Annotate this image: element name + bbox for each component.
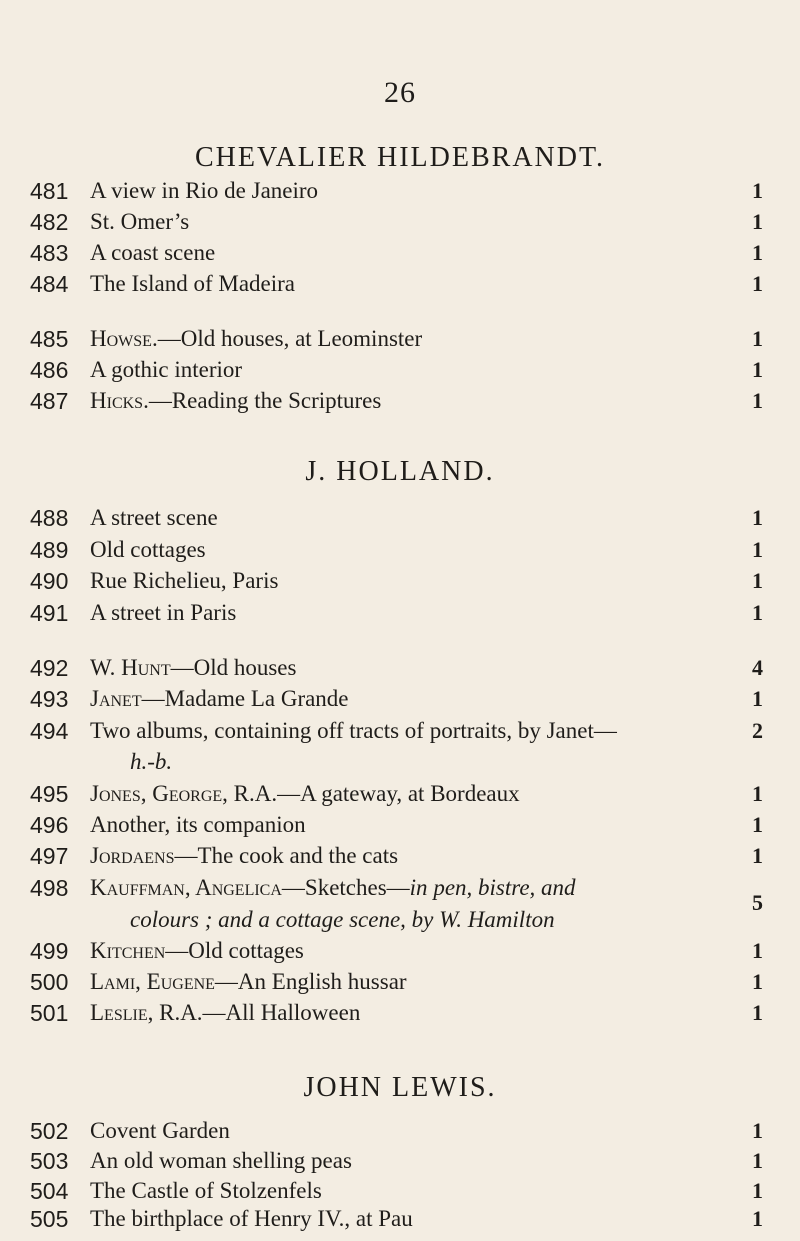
- lot-number: 497: [30, 843, 69, 869]
- artist-name: Kitchen: [90, 938, 166, 963]
- lot-quantity: 1: [752, 568, 763, 593]
- lot-description: Covent Garden: [90, 1118, 230, 1143]
- lot-description: [90, 655, 296, 681]
- lot-number: 501: [30, 1000, 69, 1026]
- lot-number: 498: [30, 875, 69, 901]
- lot-description: The Castle of Stolzenfels: [90, 1178, 322, 1203]
- lot-number: 503: [30, 1148, 69, 1174]
- lot-quantity: 1: [752, 326, 763, 351]
- artist-name: Hunt: [121, 655, 171, 680]
- lot-quantity: 1: [752, 1148, 763, 1173]
- lot-quantity: 1: [752, 600, 763, 625]
- lot-quantity: 1: [752, 178, 763, 203]
- section-heading-hildebrandt: CHEVALIER HILDEBRANDT.: [194, 142, 606, 173]
- artist-name: Lami, Eugene: [90, 969, 215, 994]
- lot-description: [90, 875, 576, 901]
- lot-quantity: 2: [752, 718, 763, 743]
- lot-number: 494: [30, 718, 69, 744]
- lot-quantity: 1: [752, 1178, 763, 1203]
- section-heading-lewis: JOHN LEWIS.: [303, 1072, 497, 1103]
- lot-number: 492: [30, 655, 69, 681]
- lot-quantity: 1: [752, 969, 763, 994]
- lot-quantity: 1: [752, 271, 763, 296]
- lot-medium-prefix: in: [409, 875, 428, 900]
- lot-number: 493: [30, 686, 69, 712]
- lot-number: 495: [30, 781, 69, 807]
- lot-number: 488: [30, 505, 69, 531]
- lot-description-continued: h.-b.: [130, 749, 173, 774]
- lot-description: A street scene: [90, 505, 218, 530]
- lot-quantity: 1: [752, 505, 763, 530]
- lot-quantity: 1: [752, 357, 763, 382]
- lot-description: [90, 388, 381, 414]
- lot-quantity: 1: [752, 938, 763, 963]
- artist-name: Howse.: [90, 326, 158, 351]
- lot-quantity: 1: [752, 843, 763, 868]
- lot-description: [90, 843, 398, 869]
- lot-medium: pen, bistre, and: [427, 875, 576, 900]
- artist-name: Jordaens: [90, 843, 175, 868]
- lot-number: 504: [30, 1178, 69, 1204]
- lot-description: Old cottages: [90, 537, 206, 562]
- lot-description: A street in Paris: [90, 600, 237, 625]
- lot-title: —Madame La Grande: [141, 686, 349, 711]
- lot-quantity: 4: [752, 655, 763, 680]
- lot-title: —Sketches—: [281, 875, 410, 900]
- lot-title: —The cook and the cats: [174, 843, 399, 868]
- lot-number: 487: [30, 388, 69, 414]
- lot-description: A view in Rio de Janeiro: [90, 178, 319, 203]
- lot-number: 490: [30, 568, 69, 594]
- lot-quantity: 1: [752, 1206, 763, 1231]
- lot-number: 500: [30, 969, 69, 995]
- lot-number: 502: [30, 1118, 69, 1144]
- lot-number: 481: [30, 178, 69, 204]
- lot-number: 491: [30, 600, 69, 626]
- lot-description: St. Omer’s: [90, 209, 190, 234]
- lot-quantity: 1: [752, 1000, 763, 1025]
- lot-number: 489: [30, 537, 69, 563]
- lot-description-continued: colours ; and a cottage scene, by W. Hamilton: [130, 907, 555, 932]
- page-number: 26: [384, 76, 416, 109]
- lot-quantity: 1: [752, 240, 763, 265]
- lot-description: The birthplace of Henry IV., at Pau: [90, 1206, 413, 1231]
- lot-quantity: 5: [752, 890, 763, 915]
- lot-description: [90, 326, 422, 352]
- lot-description: The Island of Madeira: [90, 271, 296, 296]
- lot-description: [90, 969, 407, 995]
- lot-title: —Reading the Scriptures: [148, 388, 382, 413]
- artist-name: Jones, George,: [90, 781, 228, 806]
- lot-quantity: 1: [752, 1118, 763, 1143]
- lot-description: A coast scene: [90, 240, 216, 265]
- lot-title: —Old cottages: [165, 938, 304, 963]
- lot-description: Another, its companion: [90, 812, 306, 837]
- lot-title: R.A.—A gateway, at Bordeaux: [227, 781, 520, 806]
- lot-number: 484: [30, 271, 69, 297]
- lot-description: [90, 1000, 360, 1026]
- lot-number: 486: [30, 357, 69, 383]
- lot-description: Two albums, containing off tracts of portraits, by Janet—: [90, 718, 617, 743]
- section-heading-holland: J. HOLLAND.: [305, 456, 495, 487]
- lot-description: [90, 686, 349, 712]
- lot-number: 485: [30, 326, 69, 352]
- lot-description: [90, 938, 304, 964]
- lot-quantity: 1: [752, 686, 763, 711]
- artist-name: Leslie,: [90, 1000, 154, 1025]
- lot-quantity: 1: [752, 209, 763, 234]
- lot-title: —Old houses: [170, 655, 297, 680]
- artist-name: Janet: [90, 686, 142, 711]
- lot-number: 505: [30, 1206, 69, 1232]
- lot-number: 482: [30, 209, 69, 235]
- lot-description: [90, 781, 520, 807]
- artist-name: Hicks.: [90, 388, 149, 413]
- artist-name: Kauffman, Angelica: [90, 875, 282, 900]
- lot-quantity: 1: [752, 781, 763, 806]
- lot-description: A gothic interior: [90, 357, 243, 382]
- lot-description: Rue Richelieu, Paris: [90, 568, 279, 593]
- lot-number: 499: [30, 938, 69, 964]
- lot-description: An old woman shelling peas: [90, 1148, 352, 1173]
- lot-title: —An English hussar: [214, 969, 407, 994]
- lot-quantity: 1: [752, 812, 763, 837]
- lot-title: R.A.—All Halloween: [153, 1000, 361, 1025]
- lot-number: 496: [30, 812, 69, 838]
- lot-quantity: 1: [752, 537, 763, 562]
- lot-number: 483: [30, 240, 69, 266]
- lot-initial: W.: [90, 655, 122, 680]
- lot-quantity: 1: [752, 388, 763, 413]
- lot-title: —Old houses, at Leominster: [157, 326, 423, 351]
